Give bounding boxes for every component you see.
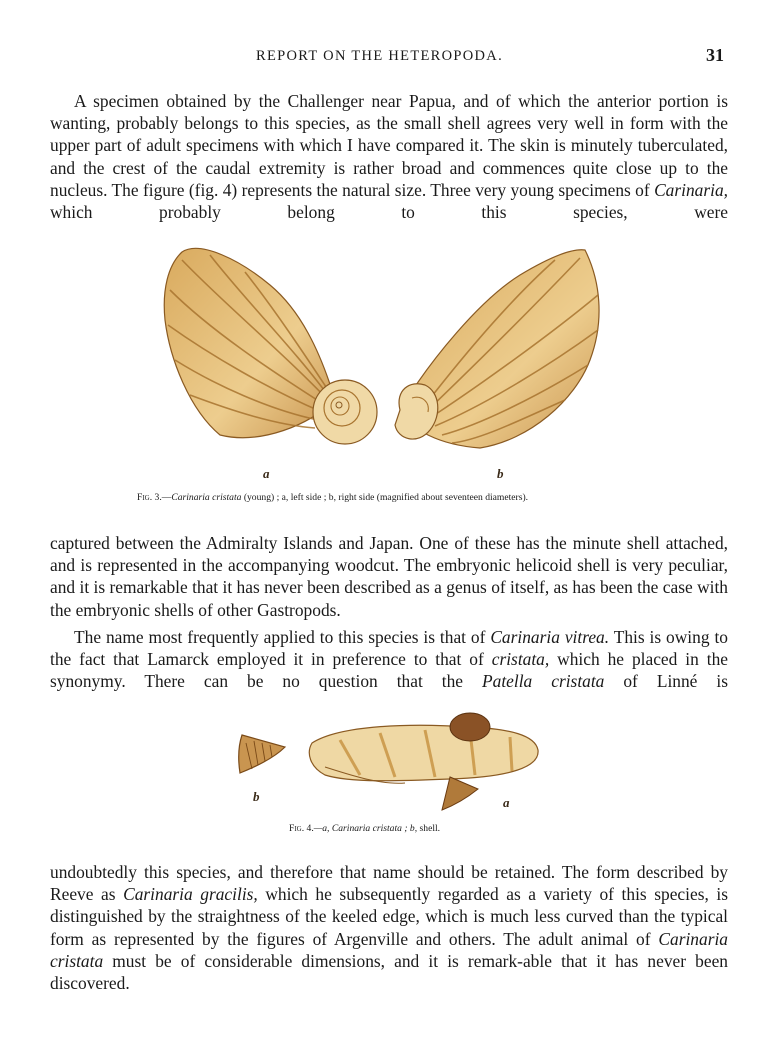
species-carinaria-gracilis: Carinaria gracilis, [123, 884, 258, 905]
paragraph-4-b: which he subsequently regarded as a variety of this species, is distinguished by the straightness of the keeled edge, which is much less curved than the typical form as represented by the figures of Argenville and others. The adult animal of [50, 884, 728, 949]
figure-3-caption-rest: (young) ; a, left side ; b, right side (magnified about seventeen diameters). [241, 492, 529, 503]
paragraph-3 [50, 626, 728, 693]
figure-3-caption-species: Carinaria cristata [171, 492, 242, 503]
figure-4-label-a: a [503, 795, 510, 810]
paragraph-2: captured between the Admiralty Islands and Japan. One of these has the minute shell attached, and is represented in the accompanying woodcut. The embryonic helicoid shell is very peculiar, and it is remarkable that it has never been described as a genus of itself, as has been the case with the embryonic shells of other Gastropods. [50, 533, 728, 620]
figure-3-caption [137, 492, 528, 503]
shell-right-side [395, 250, 599, 448]
paragraph-1-tail: which probably belong to this species, were [50, 202, 728, 223]
paragraph-4-a: undoubtedly this species, and therefore that name should be retained. The form described by Reeve as [50, 862, 728, 905]
figure-4-caption-species: —a, Carinaria cristata ; b, [313, 823, 418, 834]
figure-4-caption-lead: Fig. 4. [289, 823, 314, 834]
figure-3-caption-lead: Fig. 3. [137, 492, 162, 503]
species-carinaria-cristata: Carinaria cristata [50, 928, 728, 971]
paragraph-3-b: This is owing to the fact that Lamarck employed it in preference to that of [50, 627, 728, 670]
shell-left-side [164, 248, 377, 444]
paragraph-3-c: which he placed in the synonymy. There can be no question that the [50, 649, 728, 692]
species-patella-cristata: Patella cristata [482, 671, 605, 692]
paragraph-4 [50, 861, 728, 994]
page-number: 31 [706, 45, 724, 65]
paragraph-4-c: must be of considerable dimensions, and it is remark-able that it has never been discovered. [50, 950, 728, 994]
figure-4-caption [289, 823, 440, 834]
paragraph-1-end: Three very young specimens of [430, 179, 655, 200]
paragraph-1 [50, 90, 728, 223]
paragraph-3-d: of Linné is [604, 671, 728, 692]
shell-fragment [239, 735, 285, 773]
page-header [0, 45, 776, 70]
genus-carinaria: Carinaria, [654, 179, 728, 200]
figure-3-caption-dash: — [161, 492, 172, 503]
species-carinaria-vitrea: Carinaria vitrea. [490, 627, 610, 647]
figure-4-illustration [230, 705, 560, 815]
figure-3-illustration [160, 240, 620, 480]
species-cristata: cristata, [491, 649, 550, 670]
running-title: REPORT ON THE HETEROPODA. [256, 48, 503, 64]
figure-4-label-b: b [253, 789, 260, 804]
figure-3-label-a: a [263, 466, 270, 481]
paragraph-1-text: A specimen obtained by the Challenger near Papua, and of which the anterior portion is wanting, probably belongs to this species, as the small shell agrees very well in form with the upper part of adult specimens with which I have compared it. The skin is minutely tuberculated, and the crest of the caudal extremity is rather broad and commences quite close up to the nucleus. The figure (fig. 4) represents the natural size. [50, 91, 728, 200]
figure-3-label-b: b [497, 466, 504, 481]
paragraph-3-a: The name most frequently applied to this species is that of [74, 627, 491, 647]
figure-4-caption-rest: shell. [417, 823, 441, 834]
